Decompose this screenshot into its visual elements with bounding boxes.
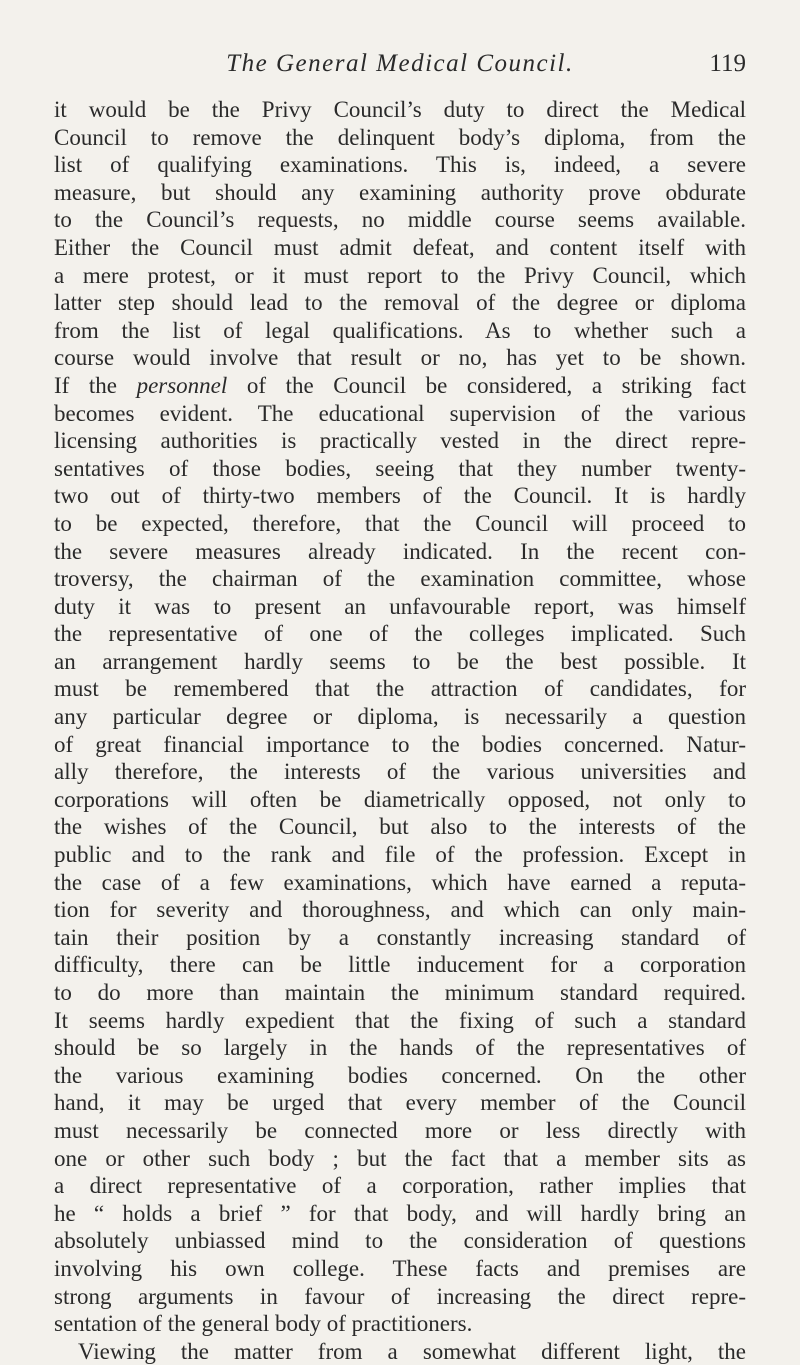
text-line: becomes evident. The educational supervision of the various (54, 400, 746, 426)
italic-word: personnel (136, 372, 228, 398)
text-line: it would be the Privy Council’s duty to direct the Medical (54, 97, 746, 122)
running-head (54, 48, 746, 84)
text-line: latter step should lead to the removal of the degree or diploma (54, 290, 746, 316)
text-line: ally therefore, the interests of the various universities and (54, 759, 746, 785)
text-line: involving his own college. These facts and premises are (54, 1255, 746, 1281)
text-line: must be remembered that the attraction of candidates, for (54, 676, 746, 702)
text-line: It seems hardly expedient that the fixing of such a standard (54, 1007, 746, 1033)
text-line: tion for severity and thoroughness, and which can only main- (54, 897, 746, 923)
text-line: should be so largely in the hands of the representatives of (54, 1035, 746, 1061)
page-number: 119 (709, 50, 746, 77)
running-title: The General Medical Council. (226, 50, 574, 77)
text-line: the representative of one of the colleges implicated. Such (54, 621, 746, 647)
text-line: of great financial importance to the bodies concerned. Natur- (54, 731, 746, 757)
text-line: Either the Council must admit defeat, and content itself with (54, 234, 746, 260)
text-line: difficulty, there can be little inducement for a corporation (54, 952, 746, 978)
text-line: troversy, the chairman of the examination committee, whose (54, 566, 746, 592)
text-line: from the list of legal qualifications. As to whether such a (54, 317, 746, 343)
text-line: must necessarily be connected more or less directly with (54, 1117, 746, 1143)
text-line: a direct representative of a corporation, rather implies that (54, 1173, 746, 1199)
text-line: an arrangement hardly seems to be the best possible. It (54, 648, 746, 674)
body-text (54, 96, 746, 1365)
text-line: If the personnel of the Council be considered, a striking fact (54, 372, 746, 398)
text-line: the wishes of the Council, but also to the interests of the (54, 814, 746, 840)
text-line: public and to the rank and file of the profession. Except in (54, 842, 746, 868)
text-line: the various examining bodies concerned. On the other (54, 1062, 746, 1088)
text-line: any particular degree or diploma, is necessarily a question (54, 704, 746, 730)
text-line: to be expected, therefore, that the Council will proceed to (54, 510, 746, 536)
text-line: to do more than maintain the minimum standard required. (54, 980, 746, 1005)
text-line: strong arguments in favour of increasing the direct repre- (54, 1283, 746, 1309)
text-line: licensing authorities is practically vested in the direct repre- (54, 428, 746, 454)
text-line: one or other such body ; but the fact that a member sits as (54, 1145, 746, 1171)
text-line: sentatives of those bodies, seeing that they number twenty- (54, 455, 746, 481)
text-line: a mere protest, or it must report to the Privy Council, which (54, 262, 746, 288)
text-line: he “ holds a brief ” for that body, and will hardly bring an (54, 1200, 746, 1226)
text-line: duty it was to present an unfavourable report, was himself (54, 593, 746, 619)
text-line: Council to remove the delinquent body’s diploma, from the (54, 124, 746, 150)
text-line: the case of a few examinations, which have earned a reputa- (54, 869, 746, 895)
text-line: Viewing the matter from a somewhat different light, the (78, 1338, 746, 1364)
text-line: sentation of the general body of practitioners. (54, 1311, 473, 1337)
text-line: the severe measures already indicated. In the recent con- (54, 538, 746, 564)
text-line: tain their position by a constantly increasing standard of (54, 924, 746, 950)
text-line: to the Council’s requests, no middle course seems available. (54, 207, 746, 233)
text-line: hand, it may be urged that every member of the Council (54, 1090, 746, 1116)
text-line: two out of thirty-two members of the Council. It is hardly (54, 483, 746, 509)
text-line: list of qualifying examinations. This is, indeed, a severe (54, 152, 746, 178)
text-line: absolutely unbiassed mind to the consideration of questions (54, 1228, 746, 1254)
text-line: measure, but should any examining authority prove obdurate (54, 179, 746, 205)
text-line: course would involve that result or no, has yet to be shown. (54, 345, 746, 371)
text-line: corporations will often be diametrically opposed, not only to (54, 786, 746, 812)
